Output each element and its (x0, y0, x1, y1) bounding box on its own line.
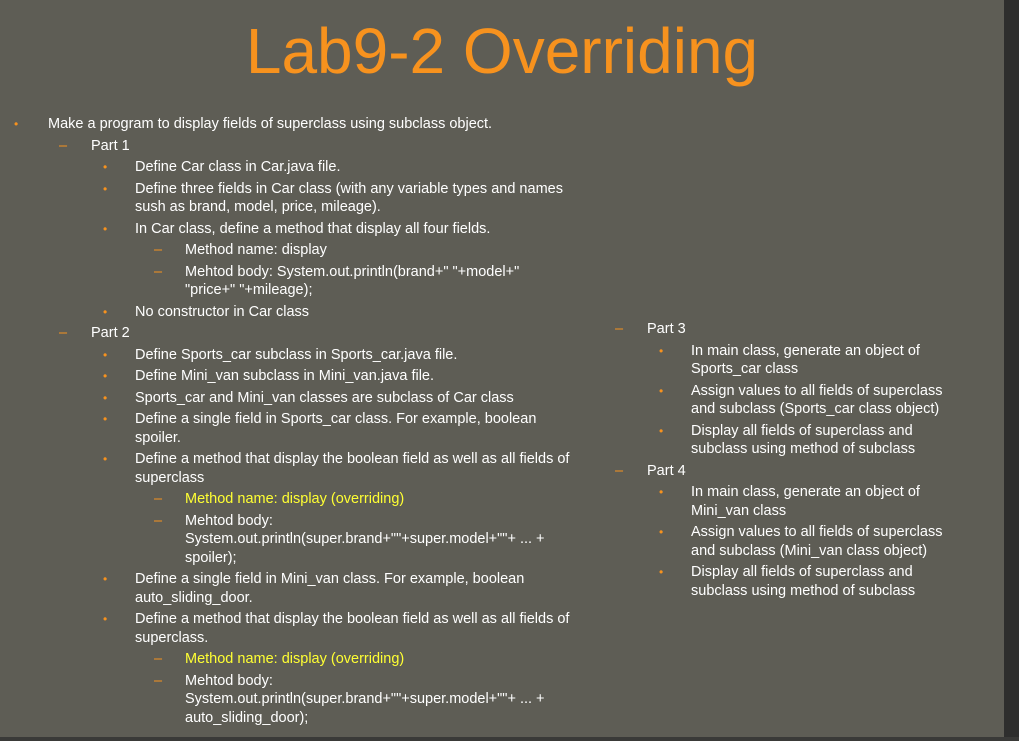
list-item (0, 410, 575, 447)
list-item (0, 180, 590, 217)
item-text: Sports_car and Mini_van classes are subclass of Car class (135, 389, 514, 406)
item-text: Method name: display (overriding) (185, 491, 405, 507)
item-text: Define a single field in Mini_van class. For example, boolean auto_sliding_door. (135, 571, 525, 606)
item-text: Display all fields of superclass and subclass using method of subclass (691, 564, 916, 599)
dash-marker: – (154, 491, 163, 507)
item-text: In Car class, define a method that display all four fields. (135, 220, 491, 237)
item-text: Method name: display (overriding) (185, 651, 405, 667)
bullet-marker: • (14, 117, 19, 131)
bullet-marker: • (103, 304, 108, 319)
list-item (610, 462, 1010, 481)
list-item (0, 115, 620, 134)
dash-marker: – (615, 321, 624, 337)
item-text: Part 2 (91, 325, 130, 341)
item-text: Define Sports_car subclass in Sports_car.java file. (135, 346, 458, 363)
dash-marker: – (59, 325, 68, 341)
list-item (0, 672, 570, 728)
list-item (0, 324, 620, 343)
list-item (0, 241, 620, 260)
list-item (610, 320, 1010, 339)
list-item (610, 422, 951, 459)
item-text: Define a method that display the boolean field as well as all fields of superclass (135, 451, 570, 486)
bullet-marker: • (103, 347, 108, 362)
list-item (0, 220, 620, 239)
item-text: Mehtod body: System.out.println(brand+" "+model+" "price+" "+mileage); (185, 263, 520, 298)
item-text: Define Mini_van subclass in Mini_van.java file. (135, 368, 435, 384)
item-text: Mehtod body: System.out.println(super.brand+""+super.model+""+ ... + auto_sliding_door); (185, 672, 545, 726)
item-text: Part 1 (91, 137, 130, 154)
item-text: Define a method that display the boolean field as well as all fields of superclass. (135, 611, 570, 646)
item-text: Assign values to all fields of superclass and subclass (Sports_car class object) (691, 382, 943, 417)
list-item (0, 389, 620, 408)
bullet-marker: • (103, 160, 108, 174)
window-bottom-edge (0, 737, 1019, 741)
dash-marker: – (154, 263, 163, 280)
bullet-marker: • (103, 452, 108, 466)
window-edge (1004, 0, 1019, 741)
item-text: No constructor in Car class (135, 303, 310, 320)
list-item (0, 570, 565, 607)
left-column (0, 115, 620, 730)
dash-marker: – (154, 672, 163, 689)
list-item (610, 483, 961, 520)
list-item (0, 346, 620, 365)
bullet-marker: • (103, 612, 108, 626)
dash-marker: – (154, 512, 163, 529)
bullet-marker: • (103, 221, 108, 236)
list-item (0, 512, 570, 568)
dash-marker: – (154, 651, 163, 667)
bullet-marker: • (659, 485, 664, 499)
list-item (0, 610, 585, 647)
bullet-marker: • (659, 525, 664, 539)
list-item (610, 523, 966, 560)
item-text: Assign values to all fields of superclass and subclass (Mini_van class object) (691, 524, 943, 559)
list-item (610, 342, 961, 379)
list-item (0, 137, 620, 156)
list-item (0, 158, 620, 177)
item-text: Part 4 (647, 462, 686, 479)
item-text: Mehtod body: System.out.println(super.brand+""+super.model+""+ ... + spoiler); (185, 512, 545, 566)
bullet-marker: • (103, 572, 108, 586)
item-text: Part 3 (647, 321, 686, 337)
dash-marker: – (615, 462, 624, 479)
bullet-marker: • (103, 369, 108, 383)
bullet-marker: • (659, 383, 664, 398)
list-item (0, 303, 620, 322)
list-item (610, 563, 951, 600)
bullet-marker: • (103, 390, 108, 405)
item-text: Make a program to display fields of superclass using subclass object. (48, 116, 493, 132)
right-column (610, 320, 1010, 603)
item-text: In main class, generate an object of Sports_car class (691, 342, 920, 377)
item-text: Display all fields of superclass and subclass using method of subclass (691, 422, 916, 457)
bullet-marker: • (103, 412, 108, 426)
item-text: Method name: display (185, 242, 327, 258)
item-text: In main class, generate an object of Mini_van class (691, 484, 920, 519)
dash-marker: – (59, 137, 68, 154)
list-item (0, 263, 555, 300)
list-item (610, 382, 966, 419)
item-text: Define three fields in Car class (with any variable types and names sush as brand, model, price, mileage). (135, 180, 563, 215)
bullet-marker: • (659, 343, 664, 358)
slide-title: Lab9-2 Overriding (245, 15, 759, 87)
bullet-marker: • (659, 423, 664, 438)
bullet-marker: • (659, 565, 664, 579)
dash-marker: – (154, 242, 163, 258)
item-text: Define a single field in Sports_car class. For example, boolean spoiler. (135, 411, 537, 446)
list-item (0, 650, 620, 669)
item-text: Define Car class in Car.java file. (135, 159, 341, 175)
list-item (0, 490, 620, 509)
list-item (0, 450, 585, 487)
list-item (0, 367, 620, 386)
bullet-marker: • (103, 181, 108, 196)
